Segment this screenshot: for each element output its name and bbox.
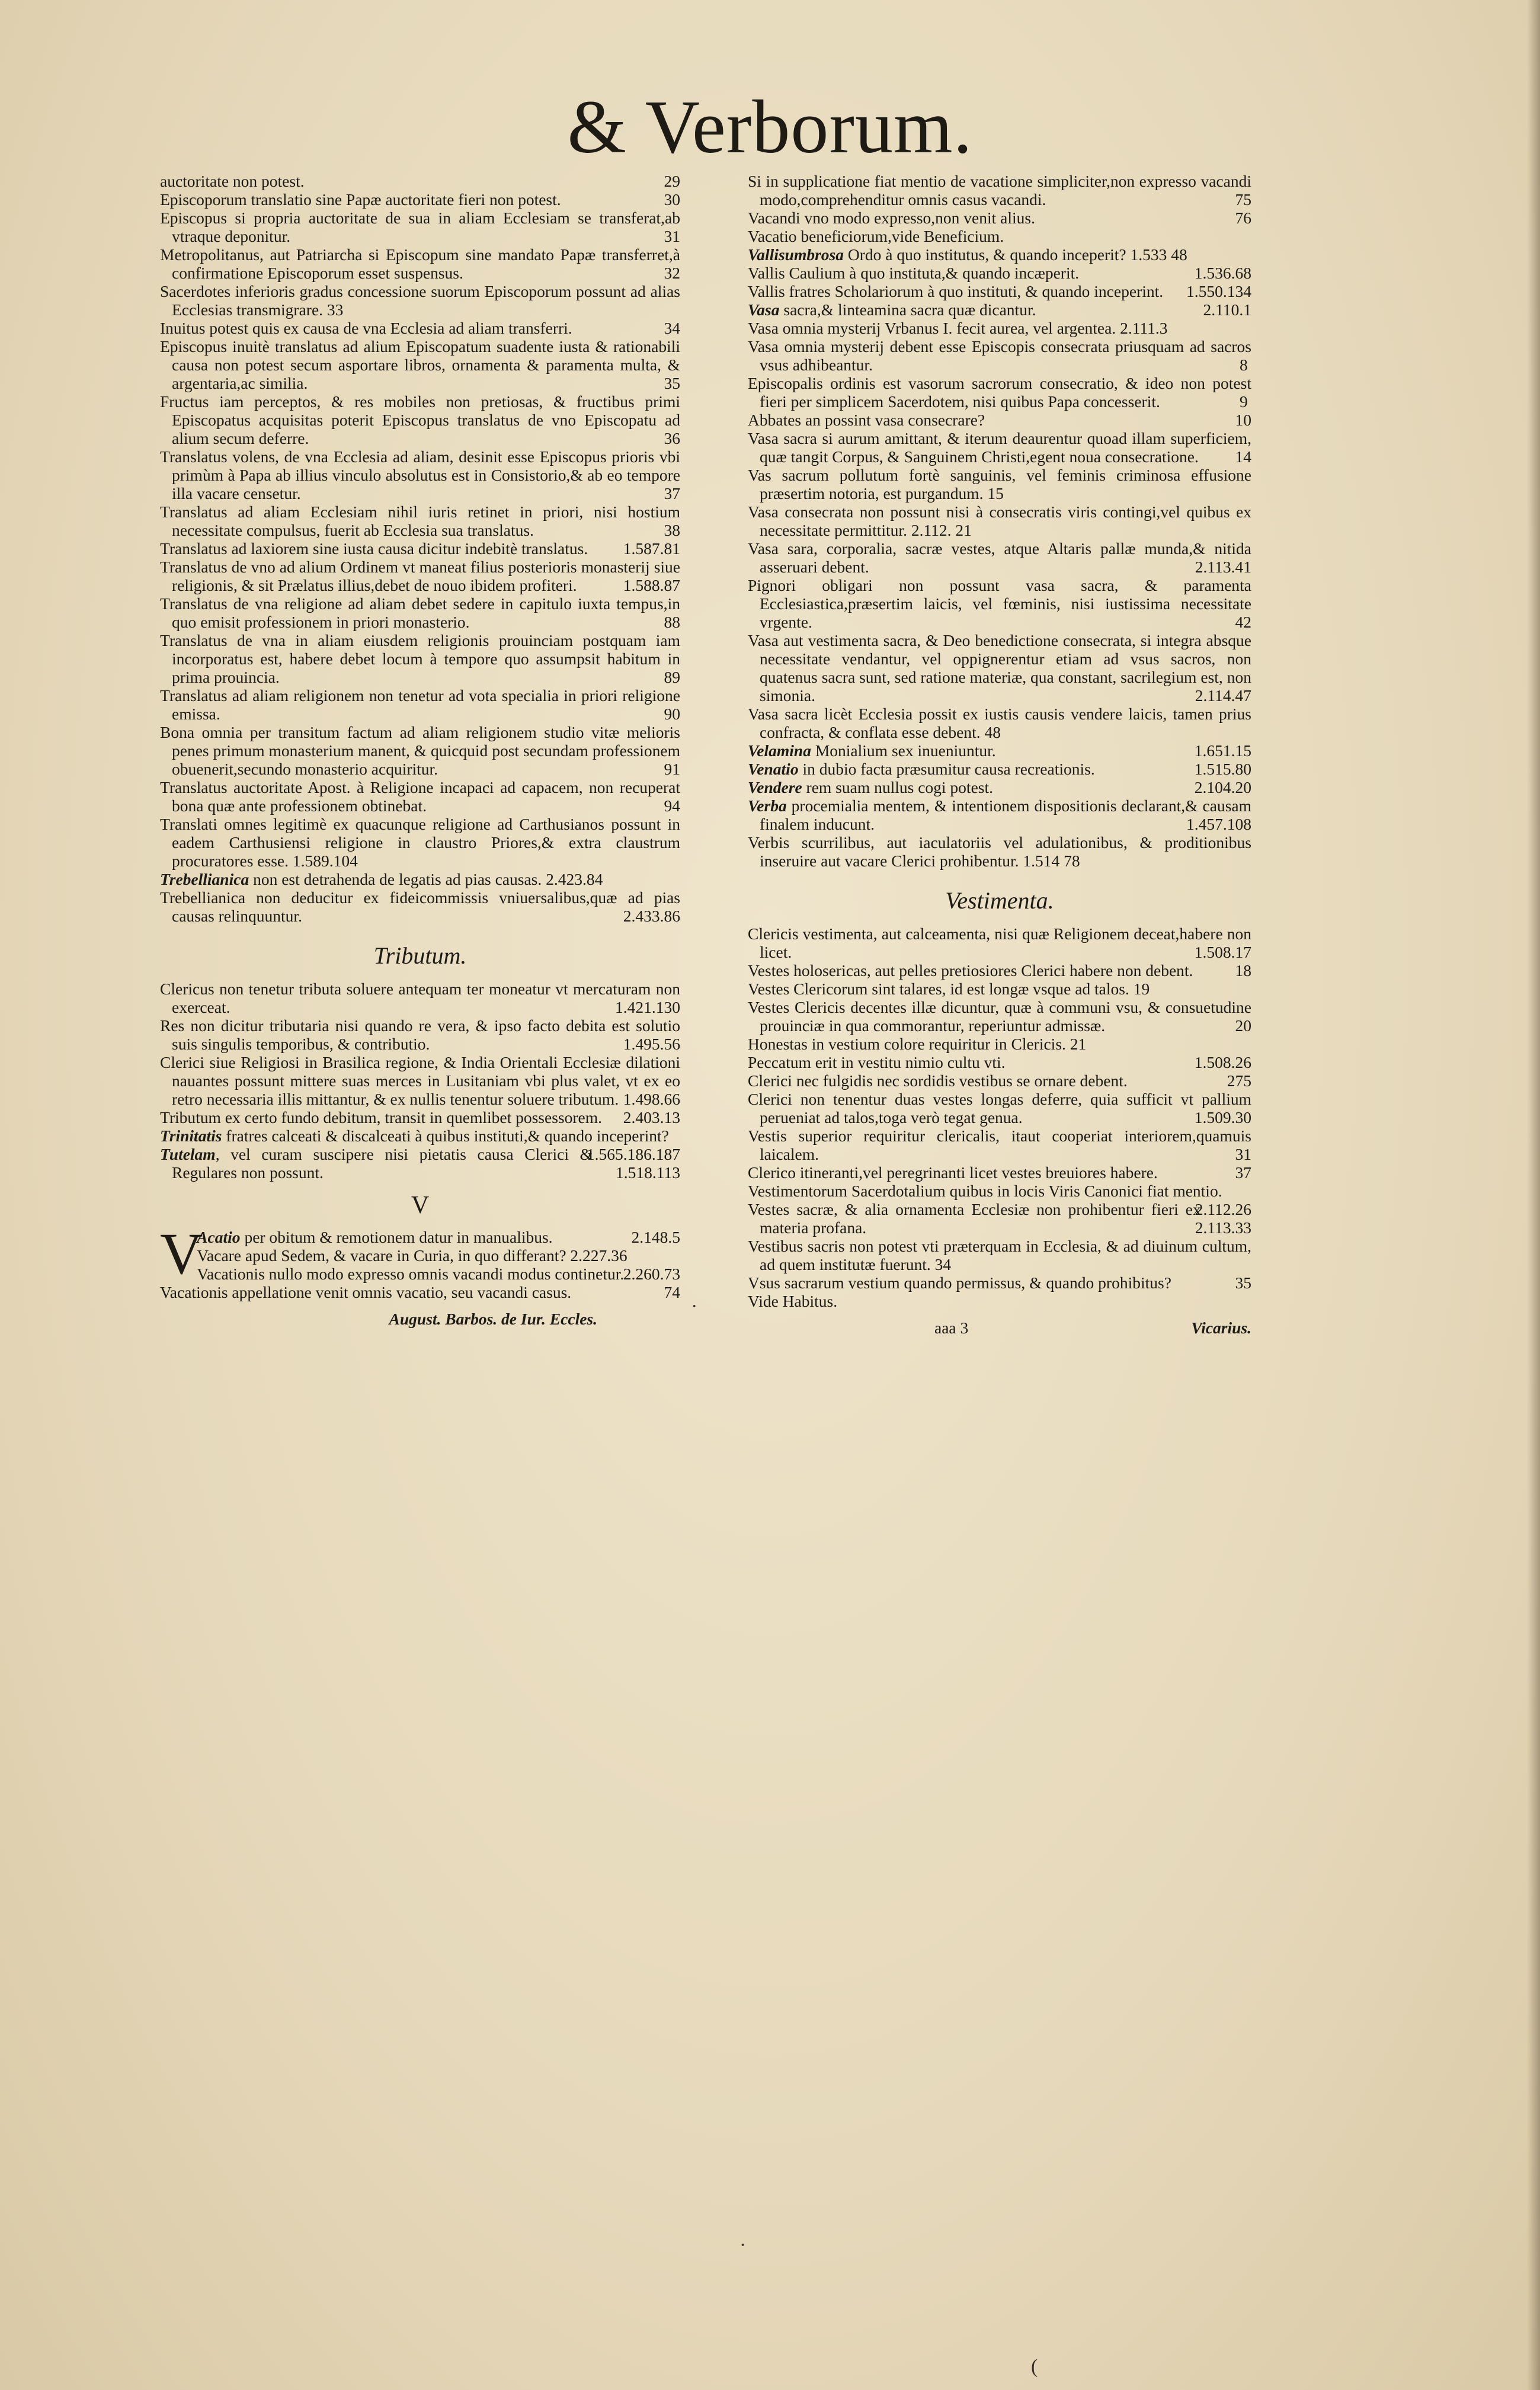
entry-reference: 9 <box>1240 392 1248 411</box>
entry-text: Vestis superior requiritur clericalis, itaut cooperiat interiorem,quamuis laicalem. <box>748 1127 1251 1163</box>
index-entry <box>748 411 1251 429</box>
index-entry <box>748 282 1251 300</box>
index-entry <box>160 980 680 1016</box>
entry-text: Clerici siue Religiosi in Brasilica regione, & India Orientali Ecclesiæ dilationi nauantes possunt mittere suas merces in Lusitaniam vbi plus valet, vt ex eo retro necessaria illis mittantur, & ex nullis tenentur soluere tributum. <box>160 1053 680 1108</box>
entry-reference: 275 <box>1227 1071 1251 1090</box>
index-entry <box>748 1292 1251 1310</box>
entry-text: Vasa omnia mysterij Vrbanus I. fecit aurea, vel argentea. 2.111.3 <box>748 319 1168 337</box>
entry-headword: Trinitatis <box>160 1127 222 1145</box>
entry-text: Vallis fratres Scholariorum à quo instituti, & quando inceperint. <box>748 282 1164 300</box>
entry-reference: 1.518.113 <box>616 1163 680 1182</box>
entry-text: Translatus ad aliam religionem non tenetur ad vota specialia in priori religione emissa. <box>160 686 680 723</box>
entry-reference: 74 <box>664 1283 680 1301</box>
index-entry <box>160 631 680 686</box>
entry-text: Translatus ad laxiorem sine iusta causa dicitur indebitè translatus. <box>160 539 588 558</box>
running-footer: August. Barbos. de Iur. Eccles. <box>389 1310 597 1328</box>
entry-reference: 94 <box>664 796 680 815</box>
entry-text: Clerici nec fulgidis nec sordidis vestibus se ornare debent. <box>748 1071 1128 1090</box>
entry-reference: 34 <box>664 319 680 337</box>
index-entry <box>160 319 680 337</box>
index-entry <box>748 741 1251 760</box>
margin-mark: · <box>691 1295 698 1317</box>
index-entry <box>748 227 1251 245</box>
entry-headword: Tutelam <box>160 1145 216 1163</box>
entry-reference: 2.260.73 <box>623 1265 680 1283</box>
entry-reference: 1.457.108 <box>1186 815 1251 833</box>
entry-text: Pignori obligari non possunt vasa sacra, & paramenta Ecclesiastica,præsertim laicis, vel fœminis, nisi iustissima necessitate vrgente. <box>748 576 1251 631</box>
entry-text: in dubio facta præsumitur causa recreationis. <box>798 760 1095 778</box>
index-entry <box>160 190 680 209</box>
entry-text: procemialia mentem, & intentionem dispositionis declarant,& causam finalem inducunt. <box>760 796 1251 833</box>
letter-heading: V <box>411 1192 430 1219</box>
entry-reference: 20 <box>1235 1016 1251 1035</box>
entry-text: Vestes Clericorum sint talares, id est longæ vsque ad talos. 19 <box>748 980 1150 998</box>
index-entry <box>748 1090 1251 1127</box>
entry-text: Translatus de vna in aliam eiusdem religionis prouinciam postquam iam incorporatus est, habere debet locum à tempore quo assumpsit habitum in prima prouincia. <box>160 631 680 686</box>
index-entry <box>160 1053 680 1108</box>
entry-reference: 1.536.68 <box>1194 264 1251 282</box>
index-entry <box>160 1016 680 1053</box>
entry-reference: 36 <box>664 429 680 447</box>
drop-cap: V <box>160 1221 203 1287</box>
entry-reference: 2.113.41 <box>1195 558 1251 576</box>
entry-text: Vacare apud Sedem, & vacare in Curia, in quo differant? 2.227.36 <box>197 1246 627 1265</box>
index-entry <box>160 447 680 503</box>
index-entry <box>160 558 680 594</box>
entry-reference: 1.498.66 <box>623 1090 680 1108</box>
entry-headword: Vasa <box>748 300 780 319</box>
margin-mark: ( <box>1031 2356 1038 2378</box>
entry-text: Honestas in vestium colore requiritur in Clericis. 21 <box>748 1035 1087 1053</box>
index-entry <box>748 1053 1251 1071</box>
entry-reference: 89 <box>664 668 680 686</box>
section-heading: Vestimenta. <box>945 887 1054 914</box>
index-entry <box>748 961 1251 980</box>
entry-headword: Venatio <box>748 760 799 778</box>
index-entry <box>160 245 680 282</box>
entry-text: Vallis Caulium à quo instituta,& quando incæperit. <box>748 264 1080 282</box>
entry-reference: 75 <box>1235 190 1251 209</box>
index-entry <box>160 282 680 319</box>
margin-mark: · <box>739 2234 747 2256</box>
entry-text: Vasa consecrata non possunt nisi à consecratis viris contingi,vel quibus ex necessitate permittitur. 2.112. 21 <box>748 503 1251 539</box>
entry-text: Vestibus sacris non potest vti præterquam in Ecclesia, & ad diuinum cultum, ad quem institutæ fuerunt. 34 <box>748 1237 1251 1274</box>
index-entry <box>748 1127 1251 1163</box>
entry-reference: 35 <box>664 374 680 392</box>
entry-reference: 2.433.86 <box>623 907 680 925</box>
index-entry <box>748 503 1251 539</box>
entry-reference: 91 <box>664 760 680 778</box>
index-entry <box>160 209 680 245</box>
entry-text: Vasa aut vestimenta sacra, & Deo benedictione consecrata, si integra absque necessitate vendantur, vel oppignerentur etiam ad vsus sacros, non quatenus sacra sunt, sed ratione materiæ, qua constant, sacrilegium est, non simonia. <box>748 631 1251 705</box>
entry-text: fratres calceati & discalceati à quibus instituti,& quando inceperint? <box>222 1127 669 1145</box>
entry-text: Ordo à quo institutus, & quando inceperit? 1.533 48 <box>844 245 1187 264</box>
entry-text: Translatus volens, de vna Ecclesia ad aliam, desinit esse Episcopus prioris vbi primùm à Papa ab illius vinculo absolutus est in Consistorio,& ab eo tempore illa vacare censetur. <box>160 447 680 503</box>
entry-reference: 1.421.130 <box>615 998 680 1016</box>
entry-text: Episcopus inuitè translatus ad alium Episcopatum suadente iusta & rationabili causa non potest secum asportare libros, ornamenta & paramenta multa, & argentaria,ac similia. <box>160 337 680 392</box>
entry-reference: 2.112.26 <box>1195 1200 1251 1218</box>
entry-reference: 1.587.81 <box>623 539 680 558</box>
index-entry <box>748 998 1251 1035</box>
index-entry <box>160 815 680 870</box>
index-entry <box>748 172 1251 209</box>
index-entry <box>160 503 680 539</box>
entry-headword: Acatio <box>197 1228 241 1246</box>
index-entry <box>748 796 1251 833</box>
index-entry <box>748 833 1251 870</box>
index-entry <box>748 760 1251 778</box>
entry-reference: 76 <box>1235 209 1251 227</box>
index-entry <box>160 870 680 888</box>
entry-text: Vasa sara, corporalia, sacræ vestes, atque Altaris pallæ munda,& nitida asseruari debent. <box>748 539 1251 576</box>
index-entry <box>748 1035 1251 1053</box>
index-entry <box>748 264 1251 282</box>
index-entry <box>748 319 1251 337</box>
entry-reference: 14 <box>1235 447 1251 466</box>
entry-reference: 30 <box>664 190 680 209</box>
page-header: & Verborum. <box>567 85 973 169</box>
index-entry <box>748 539 1251 576</box>
index-entry <box>748 1163 1251 1182</box>
index-entry <box>748 429 1251 466</box>
entry-reference: 2.104.20 <box>1194 778 1251 796</box>
index-entry <box>160 1108 680 1127</box>
index-entry <box>160 1283 680 1301</box>
entry-reference: 1.509.30 <box>1194 1108 1251 1127</box>
entry-reference: 42 <box>1235 613 1251 631</box>
entry-text: Bona omnia per transitum factum ad aliam religionem studio vitæ melioris penes primum monasterium manent, & quicquid post secundam professionem obuenerit,secundo monasterio acquiritur. <box>160 723 680 778</box>
entry-headword: Trebellianica <box>160 870 249 888</box>
index-entry <box>748 1071 1251 1090</box>
entry-reference: 35 <box>1235 1274 1251 1292</box>
left-column <box>160 172 680 1328</box>
entry-text: Translatus de vno ad alium Ordinem vt maneat filius posterioris monasterij siue religionis, & sit Prælatus illius,debet de nouo ibidem profiteri. <box>160 558 680 594</box>
index-entry <box>748 1237 1251 1274</box>
entry-headword: Velamina <box>748 741 811 760</box>
entry-text: Fructus iam perceptos, & res mobiles non pretiosas, & fructibus primi Episcopatus acquisitas poterit Episcopus translatus de vno Episcopatu ad alium secum deferre. <box>160 392 680 447</box>
entry-reference: 31 <box>664 227 680 245</box>
index-entry <box>748 300 1251 319</box>
entry-text: Clerico itineranti,vel peregrinanti licet vestes breuiores habere. <box>748 1163 1158 1182</box>
index-entry <box>160 888 680 925</box>
index-entry <box>748 631 1251 705</box>
index-entry <box>748 1274 1251 1292</box>
entry-reference: 1.515.80 <box>1194 760 1251 778</box>
entry-reference: 88 <box>664 613 680 631</box>
entry-reference: 1.550.134 <box>1186 282 1251 300</box>
entry-reference: 10 <box>1235 411 1251 429</box>
entry-text: Trebellianica non deducitur ex fideicommissis vniuersalibus,quæ ad pias causas relinquuntur. <box>160 888 680 925</box>
entry-text: Sacerdotes inferioris gradus concessione suorum Episcoporum possunt ad alias Ecclesias transmigrare. 33 <box>160 282 680 319</box>
index-entry <box>748 705 1251 741</box>
entry-text: Clericis vestimenta, aut calceamenta, nisi quæ Religionem deceat,habere non licet. <box>748 924 1251 961</box>
entry-text: Metropolitanus, aut Patriarcha si Episcopum sine mandato Papæ transferret,à confirmatione Episcoporum esset suspensus. <box>160 245 680 282</box>
entry-text: Monialium sex inueniuntur. <box>811 741 996 760</box>
entry-text: Vsus sacrarum vestium quando permissus, & quando prohibitus? <box>748 1274 1171 1292</box>
entry-text: non est detrahenda de legatis ad pias causas. 2.423.84 <box>249 870 603 888</box>
entry-text: Tributum ex certo fundo debitum, transit in quemlibet possessorem. <box>160 1108 602 1127</box>
index-entry <box>748 209 1251 227</box>
entry-text: Translatus de vna religione ad aliam debet sedere in capitulo iuxta tempus,in quo emisit professionem in priori monasterio. <box>160 594 680 631</box>
index-entry <box>748 245 1251 264</box>
entry-text: Translati omnes legitimè ex quacunque religione ad Carthusianos possunt in eadem Carthusiensi religione in claustro Priores,& extra claustrum procuratores esse. 1.589.104 <box>160 815 680 870</box>
entry-text: Vas sacrum pollutum fortè sanguinis, vel feminis criminosa effusione præsertim notoria, est purgandum. 15 <box>748 466 1251 503</box>
index-entry <box>160 539 680 558</box>
entry-text: Clericus non tenetur tributa soluere antequam ter moneatur vt mercaturam non exerceat. <box>160 980 680 1016</box>
index-entry <box>160 392 680 447</box>
entry-reference: 2.114.47 <box>1195 686 1251 705</box>
entry-reference: 1.508.26 <box>1194 1053 1251 1071</box>
catchword: Vicarius. <box>1191 1319 1251 1337</box>
entry-text: Vasa sacra licèt Ecclesia possit ex iustis causis vendere laicis, tamen prius confracta, & conflata esse debent. 48 <box>748 705 1251 741</box>
signature-mark: aaa 3 <box>934 1319 969 1337</box>
entry-reference: 2.403.13 <box>623 1108 680 1127</box>
index-entry <box>160 778 680 815</box>
entry-text: Vestes holosericas, aut pelles pretiosiores Clerici habere non debent. <box>748 961 1193 980</box>
entry-reference: 1.565.186.187 <box>586 1145 680 1163</box>
page-footer <box>748 1319 1251 1339</box>
entry-reference: 29 <box>664 172 680 190</box>
entry-text: Episcopus si propria auctoritate de sua in aliam Ecclesiam se transferat,ab vtraque deponitur. <box>160 209 680 245</box>
entry-reference: 8 <box>1240 356 1248 374</box>
index-entry <box>748 1182 1251 1218</box>
entry-text: Vacandi vno modo expresso,non venit alius. <box>748 209 1035 227</box>
page-edge-shadow <box>1527 0 1540 2390</box>
index-entry <box>160 1246 680 1265</box>
index-entry <box>160 686 680 723</box>
entry-reference: 2.113.33 <box>1195 1218 1251 1237</box>
index-entry <box>748 924 1251 961</box>
entry-reference: 1.651.15 <box>1194 741 1251 760</box>
entry-text: Episcopalis ordinis est vasorum sacrorum consecratio, & ideo non potest fieri per simplicem Sacerdotem, nisi quibus Papa concesserit. <box>748 374 1251 411</box>
entry-reference: 37 <box>1235 1163 1251 1182</box>
entry-text: Vacationis nullo modo expresso omnis vacandi modus continetur. <box>197 1265 625 1283</box>
entry-text: Translatus auctoritate Apost. à Religione incapaci ad capacem, non recuperat bona quæ ante professionem obtinebat. <box>160 778 680 815</box>
index-entry <box>748 576 1251 631</box>
entry-text: Res non dicitur tributaria nisi quando re vera, & ipso facto debita est solutio suis singulis temporibus, & contributio. <box>160 1016 680 1053</box>
entry-reference: 2.110.1 <box>1203 300 1251 319</box>
entry-text: Peccatum erit in vestitu nimio cultu vti. <box>748 1053 1006 1071</box>
entry-reference: 90 <box>664 705 680 723</box>
entry-reference: 18 <box>1235 961 1251 980</box>
entry-headword: Verba <box>748 796 787 815</box>
entry-text: , vel curam suscipere nisi pietatis causa Clerici & Regulares non possunt. <box>172 1145 593 1182</box>
entry-text: Verbis scurrilibus, aut iaculatoriis vel adulationibus, & proditionibus inseruire aut vacare Clerici prohibentur. 1.514 78 <box>748 833 1251 870</box>
entry-reference: 38 <box>664 521 680 539</box>
index-entry <box>160 1265 680 1283</box>
entry-text: Vacatio beneficiorum,vide Beneficium. <box>748 227 1004 245</box>
entry-text: Translatus ad aliam Ecclesiam nihil iuris retinet in priori, nisi hostium necessitate compulsus, fuerit ab Ecclesia sua translatus. <box>160 503 680 539</box>
index-entry <box>160 172 680 190</box>
entry-text: Vacationis appellatione venit omnis vacatio, seu vacandi casus. <box>160 1283 572 1301</box>
index-entry <box>160 594 680 631</box>
entry-text: Clerici non tenentur duas vestes longas deferre, quia sufficit vt pallium perueniat ad talos,toga verò tegat genua. <box>748 1090 1251 1127</box>
entry-text: Inuitus potest quis ex causa de vna Ecclesia ad aliam transferri. <box>160 319 572 337</box>
entry-reference: 1.588.87 <box>623 576 680 594</box>
entry-reference: 1.508.17 <box>1194 943 1251 961</box>
index-entry <box>160 337 680 392</box>
entry-text: Vasa sacra si aurum amittant, & iterum deaurentur quoad illam superficiem, quæ tangit Corpus, & Sanguinem Christi,egent noua consecratione. <box>748 429 1251 466</box>
entry-reference: 1.495.56 <box>623 1035 680 1053</box>
entry-reference: 31 <box>1235 1145 1251 1163</box>
entry-text: Vestes sacræ, & alia ornamenta Ecclesiæ non prohibentur fieri ex materia profana. <box>748 1200 1201 1237</box>
entry-text: sacra,& linteamina sacra quæ dicantur. <box>779 300 1036 319</box>
entry-headword: Vendere <box>748 778 802 796</box>
entry-reference: 37 <box>664 484 680 503</box>
index-entry <box>748 778 1251 796</box>
entry-text: Vasa omnia mysterij debent esse Episcopis consecrata priusquam ad sacros vsus adhibeantur. <box>748 337 1251 374</box>
index-entry <box>748 1200 1251 1237</box>
entry-text: Vide Habitus. <box>748 1292 838 1310</box>
entry-text: auctoritate non potest. <box>160 172 305 190</box>
entry-text: per obitum & remotionem datur in manualibus. <box>240 1228 553 1246</box>
entry-reference: 2.148.5 <box>631 1228 680 1246</box>
entry-text: Si in supplicatione fiat mentio de vacatione simpliciter,non expresso vacandi modo,comprehenditur omnis casus vacandi. <box>748 172 1251 209</box>
entry-reference: 32 <box>664 264 680 282</box>
index-entry <box>748 374 1251 411</box>
entry-text: rem suam nullus cogi potest. <box>802 778 993 796</box>
entry-text: Episcoporum translatio sine Papæ auctoritate fieri non potest. <box>160 190 561 209</box>
right-column <box>748 172 1251 1339</box>
entry-text: Abbates an possint vasa consecrare? <box>748 411 985 429</box>
section-heading: Tributum. <box>373 942 467 969</box>
index-entry <box>748 466 1251 503</box>
index-entry <box>748 980 1251 998</box>
entry-text: Vestimentorum Sacerdotalium quibus in locis Viris Canonici fiat mentio. <box>748 1182 1222 1200</box>
index-entry <box>160 723 680 778</box>
entry-headword: Vallisumbrosa <box>748 245 844 264</box>
index-entry <box>748 337 1251 374</box>
entry-text: Vestes Clericis decentes illæ dicuntur, quæ à communi vsu, & consuetudine prouinciæ in qua commorantur, reperiuntur admissæ. <box>748 998 1251 1035</box>
